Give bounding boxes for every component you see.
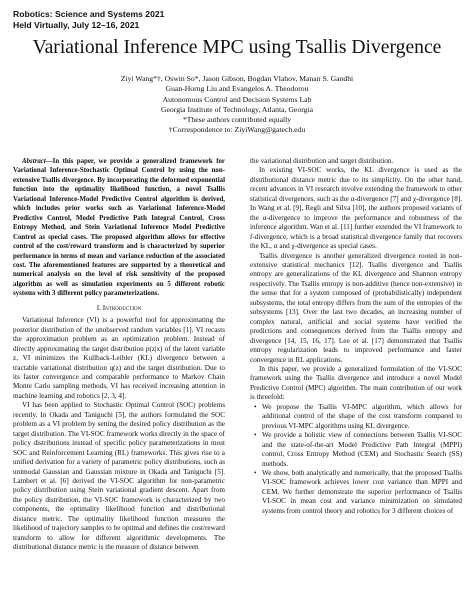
contribution-item: • We provide a holistic view of connections between Tsallis VI-SOC and the state-of-the-art Model Predictive Path Integral (MPPI) control, Cross Entropy Method (CEM) and Stochastic Search (SS) methods. bbox=[262, 431, 462, 469]
intro-paragraph-4: Tsallis divergence is another generalized divergence rooted in non-extensive statistical mechanics [12]. Tsallis divergence and Tsallis entropy are generalizations of the KL divergence and Shannon entropy respectively. The Tsallis entropy is non-additive (hence non-extensive) in the sense that for a system composed of (probabilistically) independent subsystems, the total entropy differs from the sum of the entropies of the subsystems [13]. Over the last two decades, an increasing number of complex natural, artificial and social systems have verified the predictions and consequences derived from the Tsallis entropy and divergence [14, 15, 16, 17]. Lee et al. [17] demonstrated that Tsallis entropy regularization leads to improved performance and faster convergence in RL applications. bbox=[250, 251, 462, 364]
authors-line-1: Ziyi Wang*†, Oswin So*, Jason Gibson, Bogdan Vlahov, Manan S. Gandhi bbox=[120, 74, 354, 83]
affiliation-lab: Autonomous Control and Decision Systems Lab bbox=[162, 94, 312, 104]
intro-paragraph-1: Variational Inference (VI) is a powerful tool for approximating the posterior distribution of the unobserved random variables [1]. VI recasts the approximation problem as an optimization problem. Instead of directly approximating the target distribution p(z|x) of the latent variable z, VI minimizes the Kullback-Leibler (KL) divergence between a tractable variational distribution q(z) and the target distribution. Due to its faster convergence and comparable performance to Markov Chain Monte Carlo sampling methods, VI has received increasing attention in machine learning and robotics [2, 3, 4]. bbox=[13, 316, 225, 400]
conference-venue-date: Held Virtually, July 12–16, 2021 bbox=[13, 19, 140, 30]
section-heading-introduction: I. Introduction bbox=[96, 303, 142, 312]
abstract-lead: Abstract— bbox=[22, 158, 53, 165]
author-block bbox=[0, 74, 474, 136]
intro-paragraph-2-continued: the variational distribution and target distribution. bbox=[250, 157, 394, 165]
intro-paragraph-5: In this paper, we provide a generalized formulation of the VI-SOC framework using the Tsallis divergence and introduce a novel Model Predictive Control (MPC) algorithm. The main contribution of our work is threefold: bbox=[250, 364, 462, 402]
abstract-text: In this paper, we provide a generalized framework for Variational Inference-Stochastic Optimal Control by using the non-extensive Tsallis divergence. By incorporating the deformed exponential function into the optimality likelihood function, a novel Tsallis Variational Inference-Model Predictive Control algorithm is derived, which includes prior works such as Variational Inference-Model Predictive Control, Model Predictive Path Integral Control, Cross Entropy Method, and Stein Variational Inference Model Predictive Control as special cases. The proposed algorithm allows for effective control of the cost/reward transform and is characterized by superior performance in terms of mean and variance reduction of the associated cost. The aforementioned features are supported by a theoretical and numerical analysis on the level of risk sensitivity of the proposed algorithm as well as simulation experiments on 5 different robotic systems with 3 different policy parameterizations. bbox=[13, 158, 225, 298]
correspondence-note: †Correspondence to: ZiyiWang@gatech.edu bbox=[168, 125, 306, 135]
intro-paragraph-2: VI has been applied to Stochastic Optimal Control (SOC) problems recently. In Okada and Taniguchi [5], the authors formulated the SOC problem as a VI problem by setting the desired policy distribution as the target distribution. The VI-SOC framework works directly in the space of policy distributions instead of specific policy parameterizations in most SOC and Reinforcement Learning (RL) frameworks. This gives rise to a unified derivation for a variety of parametric policy distributions, such as unimodal Gaussian and Gaussian mixture in Okada and Taniguchi [5]. Lambert et al. [6] derived the VI-SOC algorithm for non-parametric policy distribution using Stein variational gradient descent. Apart from the policy distribution, the VI-SOC framework is characterized by two components, the optimality likelihood function and distributional distance metric. The optimality likelihood function measures the likelihood of trajectory samples to be optimal and defines the cost/reward transform to allow for different algorithmic developments. The distributional distance metric is the measure of distance between bbox=[13, 401, 225, 552]
equal-contribution-note: *These authors contributed equally bbox=[182, 115, 292, 125]
right-column bbox=[250, 157, 462, 516]
affiliation-institute: Georgia Institute of Technology, Atlanta, Georgia bbox=[160, 104, 314, 114]
intro-paragraph-3: In existing VI-SOC works, the KL divergence is used as the distributional distance metric due to its simplicity. On the other hand, recent advances in VI research involve extending the framework to other statistical divergences, such as the α-divergence [7] and χ-divergence [8]. In Wang et al. [9], Regli and Silva [10], the authors proposed variants of the α-divergence to improve the performance and robustness of the inference algorithm. Wan et al. [11] further extended the VI framework to f-divergence, which is a broad statistical divergence family that recovers the KL, α and χ-divergence as special cases. bbox=[250, 166, 462, 251]
contribution-item: • We show, both analytically and numerically, that the proposed Tsallis VI-SOC framework achieves lower cost variance than MPPI and CEM. We further demonstrate the superior performance of Tsallis VI-SOC in mean cost and variance minimization on simulated systems from control theory and robotics for 3 different choices of bbox=[262, 469, 462, 516]
conference-name: Robotics: Science and Systems 2021 bbox=[13, 9, 165, 19]
conference-header bbox=[13, 9, 164, 30]
left-column bbox=[13, 157, 225, 553]
authors-line-2: Guan-Horng Liu and Evangelos A. Theodorou bbox=[165, 84, 309, 94]
abstract bbox=[13, 157, 225, 299]
contribution-list bbox=[250, 403, 462, 516]
contribution-item: • We propose the Tsallis VI-MPC algorithm, which allows for additional control of the shape of the cost transform compared to previous VI-MPC algorithms using KL divergence. bbox=[262, 403, 462, 431]
paper-title: Variational Inference MPC using Tsallis Divergence bbox=[32, 37, 442, 58]
